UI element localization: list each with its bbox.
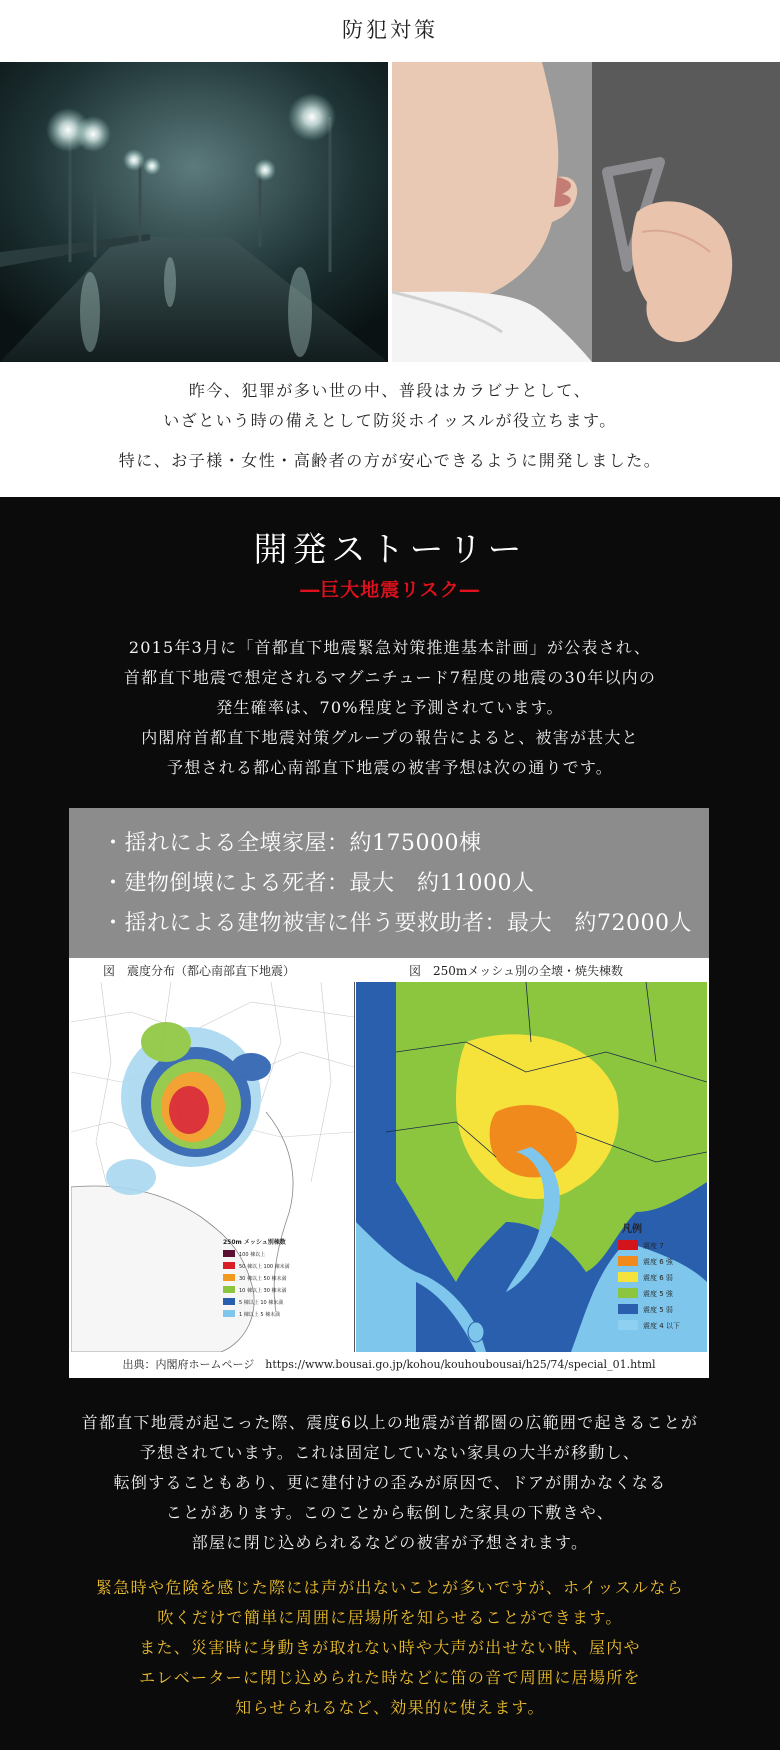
section-title: 防犯対策 [342, 18, 438, 42]
intro-line-3: 特に、お子様・女性・高齢者の方が安心できるように開発しました。 [118, 451, 662, 470]
legend-label: 30 棟以上 50 棟未満 [239, 1276, 287, 1282]
story-line-4: 内閣府首都直下地震対策グループの報告によると、被害が甚大と [141, 728, 639, 747]
paragraph-line-1: 首都直下地震が起こった際、震度6以上の地震が首都圏の広範囲で起きることが [81, 1413, 699, 1432]
legend-swatch [618, 1256, 638, 1266]
highlight-line-2: 吹くだけで簡単に周囲に居場所を知らせることができます。 [157, 1608, 623, 1627]
map-divider [354, 982, 355, 1352]
source-citation: 出典：内閣府ホームページ https://www.bousai.go.jp/kohou/kouhoubousai/h25/74/special_01.html [122, 1358, 656, 1371]
legend-swatch [618, 1288, 638, 1298]
story-subtitle: ―巨大地震リスク― [300, 579, 480, 601]
paragraph-line-2: 予想されています。これは固定していない家具の大半が移動し、 [139, 1443, 641, 1462]
legend-label: 震度 5 強 [643, 1290, 673, 1298]
legend-label: 震度 6 強 [643, 1258, 673, 1266]
legend-swatch [223, 1310, 235, 1317]
paragraph-line-4: ことがあります。このことから転倒した家具の下敷きや、 [165, 1503, 615, 1522]
legend-swatch [223, 1250, 235, 1257]
whistle-photo [392, 62, 780, 362]
legend-swatch [223, 1262, 235, 1269]
legend-swatch [223, 1274, 235, 1281]
highlight-line-1: 緊急時や危険を感じた際には声が出ないことが多いですが、ホイッスルなら [96, 1578, 684, 1597]
intro-line-2: いざという時の備えとして防災ホイッスルが役立ちます。 [163, 411, 617, 430]
story-line-2: 首都直下地震で想定されるマグニチュード7程度の地震の30年以内の [123, 668, 657, 687]
legend-swatch [618, 1320, 638, 1330]
earthquake-maps-figure [69, 958, 709, 1378]
left-legend-title: 250m メッシュ別棟数 [223, 1239, 286, 1246]
legend-label: 100 棟以上 [239, 1252, 266, 1258]
story-title: 開発ストーリー [253, 530, 527, 570]
legend-swatch [223, 1298, 235, 1305]
highlight-line-3: また、災害時に身動きが取れない時や大声が出せない時、屋内や [139, 1638, 641, 1657]
damage-item: ・建物倒壊による死者：最大 約11000人 [102, 871, 535, 896]
paragraph-line-5: 部屋に閉じ込められるなどの被害が予想されます。 [191, 1533, 589, 1552]
damage-distribution-map [71, 982, 354, 1352]
legend-label: 50 棟以上 100 棟未満 [239, 1264, 290, 1270]
story-line-1: 2015年3月に「首都直下地震緊急対策推進基本計画」が公表され、 [128, 638, 652, 657]
story-line-5: 予想される都心南部直下地震の被害予想は次の通りです。 [167, 758, 613, 777]
legend-label: 10 棟以上 30 棟未満 [239, 1288, 287, 1294]
damage-item: ・揺れによる建物被害に伴う要救助者：最大 約72000人 [102, 911, 692, 936]
seismic-intensity-map [356, 982, 707, 1352]
legend-label: 震度 4 以下 [643, 1322, 680, 1330]
intro-line-1: 昨今、犯罪が多い世の中、普段はカラビナとして、 [188, 381, 592, 400]
right-legend-title: 凡例 [622, 1224, 642, 1235]
story-line-3: 発生確率は、70%程度と予測されています。 [216, 698, 564, 717]
paragraph-line-3: 転倒することもあり、更に建付けの歪みが原因で、ドアが開かなくなる [113, 1473, 667, 1492]
legend-label: 震度 5 弱 [643, 1306, 673, 1314]
legend-label: 震度 7 [643, 1242, 664, 1250]
legend-swatch [618, 1272, 638, 1282]
legend-swatch [223, 1286, 235, 1293]
right-map-caption: 図 250mメッシュ別の全壊・焼失棟数 [409, 964, 624, 978]
night-street-photo [0, 62, 388, 362]
left-map-caption: 図 震度分布（都心南部直下地震） [103, 964, 296, 978]
legend-label: 5 棟以上 10 棟未満 [239, 1300, 284, 1306]
legend-label: 1 棟以上 5 棟未満 [239, 1312, 281, 1318]
legend-swatch [618, 1304, 638, 1314]
damage-item: ・揺れによる全壊家屋：約175000棟 [102, 831, 482, 856]
legend-swatch [618, 1240, 638, 1250]
legend-label: 震度 6 弱 [643, 1274, 673, 1282]
highlight-line-5: 知らせられるなど、効果的に使えます。 [235, 1698, 545, 1717]
highlight-line-4: エレベーターに閉じ込められた時などに笛の音で周囲に居場所を [139, 1668, 641, 1687]
